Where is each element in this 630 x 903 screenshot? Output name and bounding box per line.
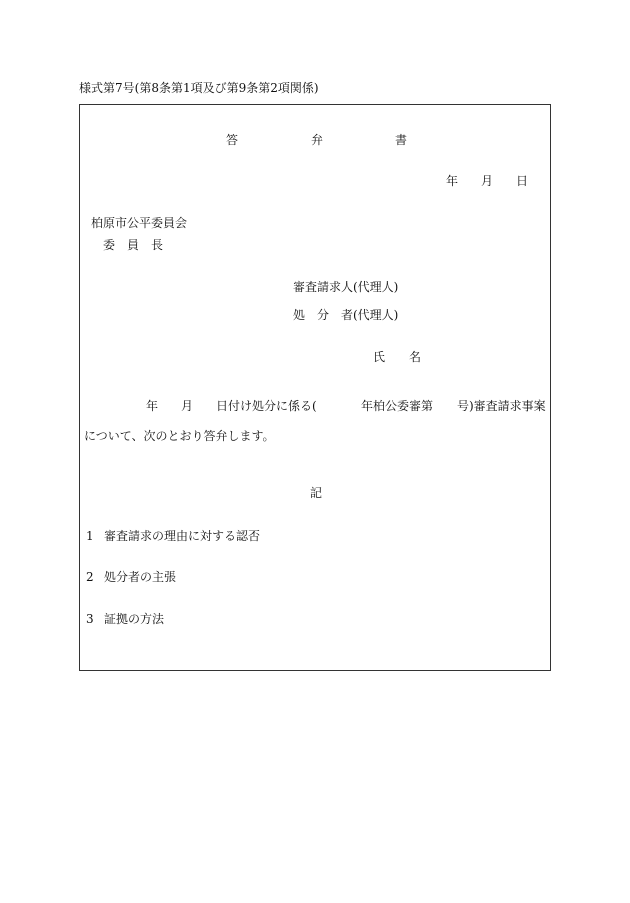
body-case-end: 号)審査請求事案 — [457, 399, 546, 413]
ki-heading: 記 — [310, 486, 323, 500]
date-month: 月 — [481, 174, 494, 188]
form-label: 様式第7号(第8条第1項及び第9条第2項関係) — [79, 81, 319, 95]
item-number: 1 — [86, 529, 94, 543]
item-text: 証拠の方法 — [104, 612, 165, 626]
title-char-1: 答 — [226, 133, 239, 147]
body-year: 年 — [146, 399, 159, 413]
body-line-2: について、次のとおり答弁します。 — [84, 429, 275, 443]
body-disposition-text: 日付け処分に係る( — [216, 399, 317, 413]
body-case-text: 年柏公委審第 — [361, 399, 434, 413]
body-month: 月 — [181, 399, 194, 413]
addressee-org: 柏原市公平委員会 — [91, 216, 188, 230]
addressee-role: 委 員 長 — [103, 238, 164, 252]
disposer-label: 処 分 者(代理人) — [293, 308, 399, 322]
date-year: 年 — [446, 174, 459, 188]
item-text: 処分者の主張 — [104, 570, 177, 584]
form-frame — [79, 104, 551, 671]
name-label: 氏 名 — [373, 350, 422, 364]
item-number: 2 — [86, 570, 94, 584]
item-text: 審査請求の理由に対する認否 — [104, 529, 261, 543]
title-char-3: 書 — [395, 133, 408, 147]
item-number: 3 — [86, 612, 94, 626]
title-char-2: 弁 — [311, 133, 324, 147]
date-day: 日 — [516, 174, 529, 188]
requester-label: 審査請求人(代理人) — [293, 280, 399, 294]
